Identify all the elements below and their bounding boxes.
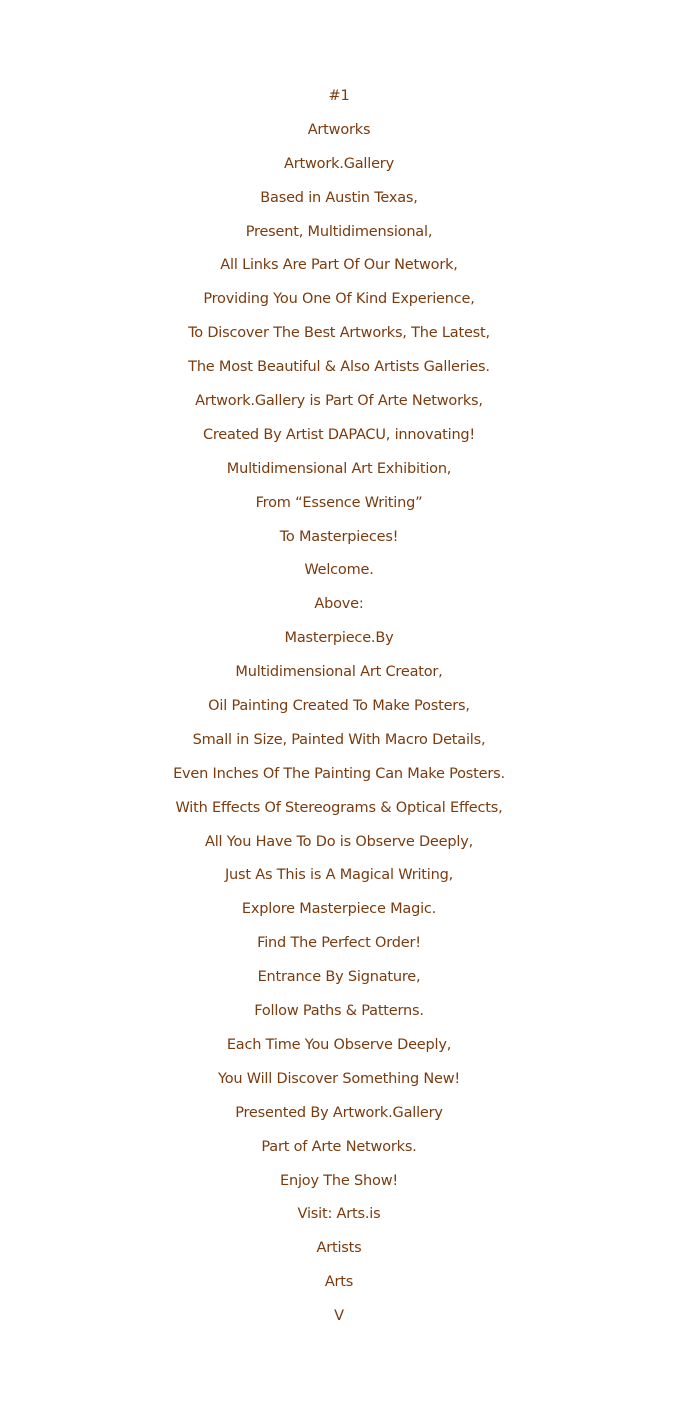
text-line: Even Inches Of The Painting Can Make Posters. xyxy=(173,765,505,782)
text-line: With Effects Of Stereograms & Optical Effects, xyxy=(175,799,503,816)
text-line: Arts xyxy=(324,1274,354,1291)
text-line: Multidimensional Art Exhibition, xyxy=(226,460,452,477)
text-line: Welcome. xyxy=(304,562,374,579)
text-line: All You Have To Do is Observe Deeply, xyxy=(205,833,473,850)
text-line: Masterpiece.By xyxy=(284,630,394,647)
text-line: Above: xyxy=(314,596,364,613)
text-line: Presented By Artwork.Gallery xyxy=(235,1104,443,1121)
text-line: Artworks xyxy=(307,121,371,138)
text-line: Find The Perfect Order! xyxy=(257,935,421,952)
text-line: Artwork.Gallery is Part Of Arte Networks, xyxy=(195,393,483,410)
text-line: Visit: Arts.is xyxy=(297,1206,381,1223)
text-line: Created By Artist DAPACU, innovating! xyxy=(202,426,476,443)
text-line: Artists xyxy=(316,1240,362,1257)
text-line: Present, Multidimensional, xyxy=(245,223,433,240)
text-line: Follow Paths & Patterns. xyxy=(254,1003,424,1020)
text-line: Entrance By Signature, xyxy=(257,969,421,986)
text-line: V xyxy=(334,1308,344,1325)
text-line: Part of Arte Networks. xyxy=(261,1138,417,1155)
text-line: Enjoy The Show! xyxy=(280,1172,398,1189)
text-line: Multidimensional Art Creator, xyxy=(235,664,443,681)
text-line: #1 xyxy=(328,88,350,104)
text-line: To Masterpieces! xyxy=(279,528,399,545)
text-line: You Will Discover Something New! xyxy=(217,1070,461,1087)
text-line: Oil Painting Created To Make Posters, xyxy=(208,698,470,715)
text-line: Artwork.Gallery xyxy=(284,155,394,172)
text-line: Small in Size, Painted With Macro Details, xyxy=(192,731,486,748)
text-line: Based in Austin Texas, xyxy=(260,189,418,206)
text-line: To Discover The Best Artworks, The Latest, xyxy=(188,325,490,342)
text-line: Just As This is A Magical Writing, xyxy=(224,867,454,884)
text-line: From “Essence Writing” xyxy=(255,494,423,511)
poem-text-block xyxy=(0,80,678,1334)
text-line: All Links Are Part Of Our Network, xyxy=(220,257,458,274)
text-line: The Most Beautiful & Also Artists Galleries. xyxy=(188,359,490,376)
text-line: Each Time You Observe Deeply, xyxy=(226,1036,452,1053)
text-line: Providing You One Of Kind Experience, xyxy=(203,291,475,308)
text-line: Explore Masterpiece Magic. xyxy=(241,901,437,918)
